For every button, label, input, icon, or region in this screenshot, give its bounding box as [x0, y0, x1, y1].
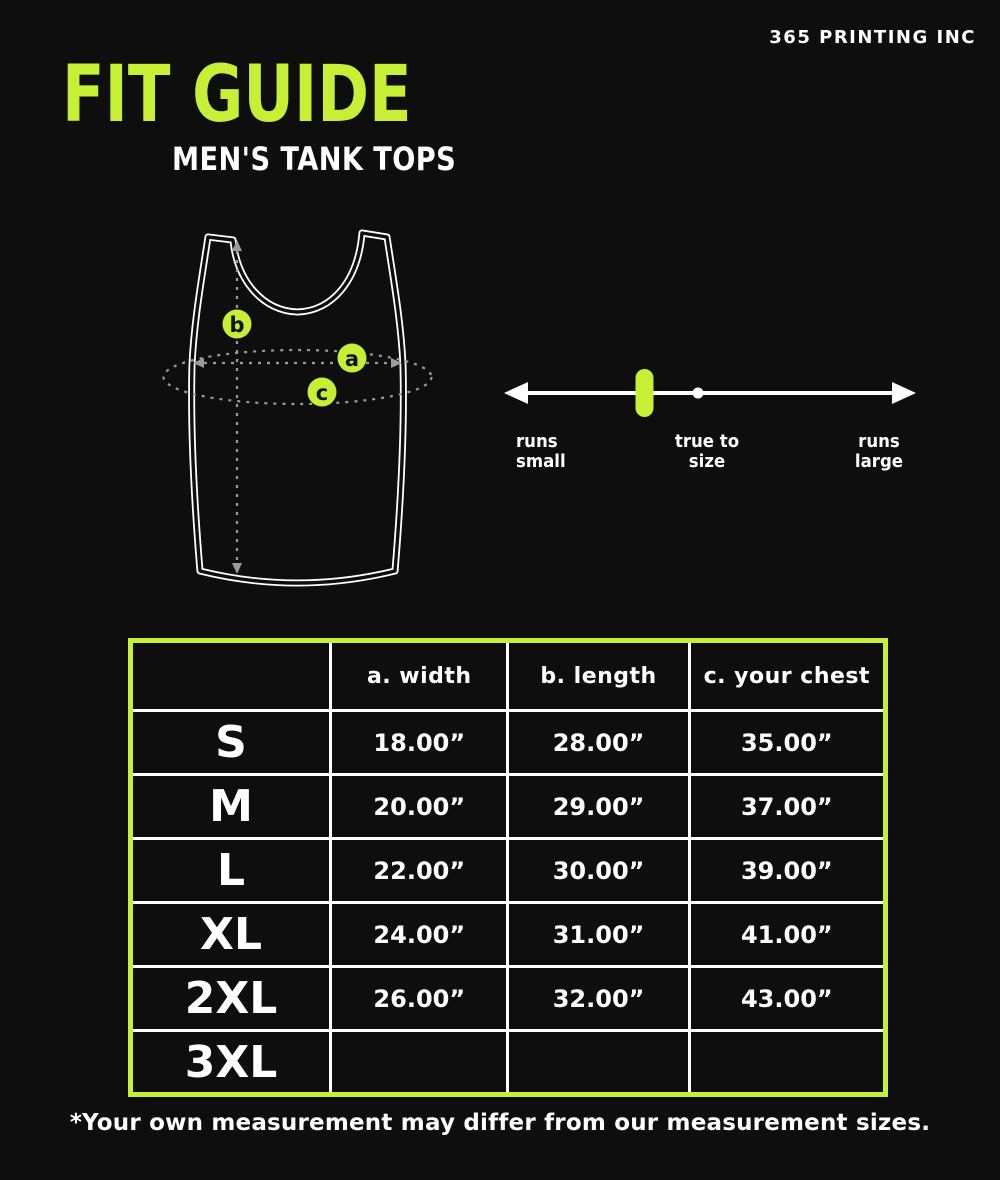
- marker-c: [308, 378, 337, 407]
- marker-b-label: b: [229, 313, 245, 337]
- size-column-header: [131, 641, 331, 711]
- measurement-value: 24.00”: [331, 903, 508, 967]
- true-to-size-line2: size: [688, 451, 726, 473]
- true-to-size-tick: [693, 388, 704, 399]
- measurement-value: 35.00”: [689, 711, 885, 775]
- fit-scale-axis: [500, 360, 920, 430]
- fit-scale-arrow-right-icon: [892, 382, 916, 404]
- marker-a-label: a: [344, 347, 360, 371]
- column-header: b. length: [508, 641, 689, 711]
- measurement-value: 41.00”: [689, 903, 885, 967]
- size-table: [128, 638, 888, 1097]
- measurement-value: 39.00”: [689, 839, 885, 903]
- marker-b: [223, 310, 252, 339]
- tank-outline: [192, 233, 404, 583]
- chest-measure-ellipse: [164, 350, 432, 404]
- measurement-value: 30.00”: [508, 839, 689, 903]
- measurement-value: 32.00”: [508, 967, 689, 1031]
- size-label: S: [131, 711, 331, 775]
- column-header: a. width: [331, 641, 508, 711]
- fit-scale-marker: [636, 369, 654, 417]
- size-row-3xl: [131, 1031, 886, 1095]
- size-row-xl: [131, 903, 886, 967]
- runs-large-line1: runs: [858, 431, 900, 452]
- measurement-value: 37.00”: [689, 775, 885, 839]
- size-row-s: [131, 711, 886, 775]
- marker-a: [338, 344, 367, 373]
- size-label: 3XL: [131, 1031, 331, 1095]
- size-table-header-row: [131, 641, 886, 711]
- marker-c-label: c: [315, 381, 329, 405]
- measurement-value: 20.00”: [331, 775, 508, 839]
- measurement-value: 22.00”: [331, 839, 508, 903]
- size-label: L: [131, 839, 331, 903]
- brand-name: 365 PRINTING INC: [769, 27, 976, 48]
- fit-scale: [500, 360, 920, 495]
- measurement-value: [331, 1031, 508, 1095]
- runs-small-line1: runs: [516, 431, 558, 452]
- column-header: c. your chest: [689, 641, 885, 711]
- tank-top-diagram: [140, 215, 500, 615]
- fit-scale-arrow-left-icon: [504, 382, 528, 404]
- true-to-size-line1: true to: [674, 431, 740, 452]
- measurement-value: 31.00”: [508, 903, 689, 967]
- size-label: 2XL: [131, 967, 331, 1031]
- fit-scale-label-true-to-size: [659, 432, 755, 472]
- page-title: FIT GUIDE: [62, 50, 412, 140]
- measurement-value: [508, 1031, 689, 1095]
- size-label: XL: [131, 903, 331, 967]
- page-subtitle: MEN'S TANK TOPS: [172, 140, 457, 178]
- runs-small-line2: small: [516, 451, 566, 473]
- size-row-l: [131, 839, 886, 903]
- size-label: M: [131, 775, 331, 839]
- measurement-value: 29.00”: [508, 775, 689, 839]
- tank-outline-inner: [192, 233, 404, 583]
- fit-scale-label-runs-large: [833, 432, 925, 472]
- measurement-value: 18.00”: [331, 711, 508, 775]
- measurement-value: 28.00”: [508, 711, 689, 775]
- runs-large-line2: large: [854, 451, 904, 473]
- size-row-m: [131, 775, 886, 839]
- footnote: *Your own measurement may differ from our measurement sizes.: [69, 1110, 931, 1136]
- fit-scale-label-runs-small: [516, 432, 566, 472]
- length-arrow-down-icon: [232, 563, 242, 574]
- measurement-value: 43.00”: [689, 967, 885, 1031]
- measurement-value: 26.00”: [331, 967, 508, 1031]
- measurement-value: [689, 1031, 885, 1095]
- size-row-2xl: [131, 967, 886, 1031]
